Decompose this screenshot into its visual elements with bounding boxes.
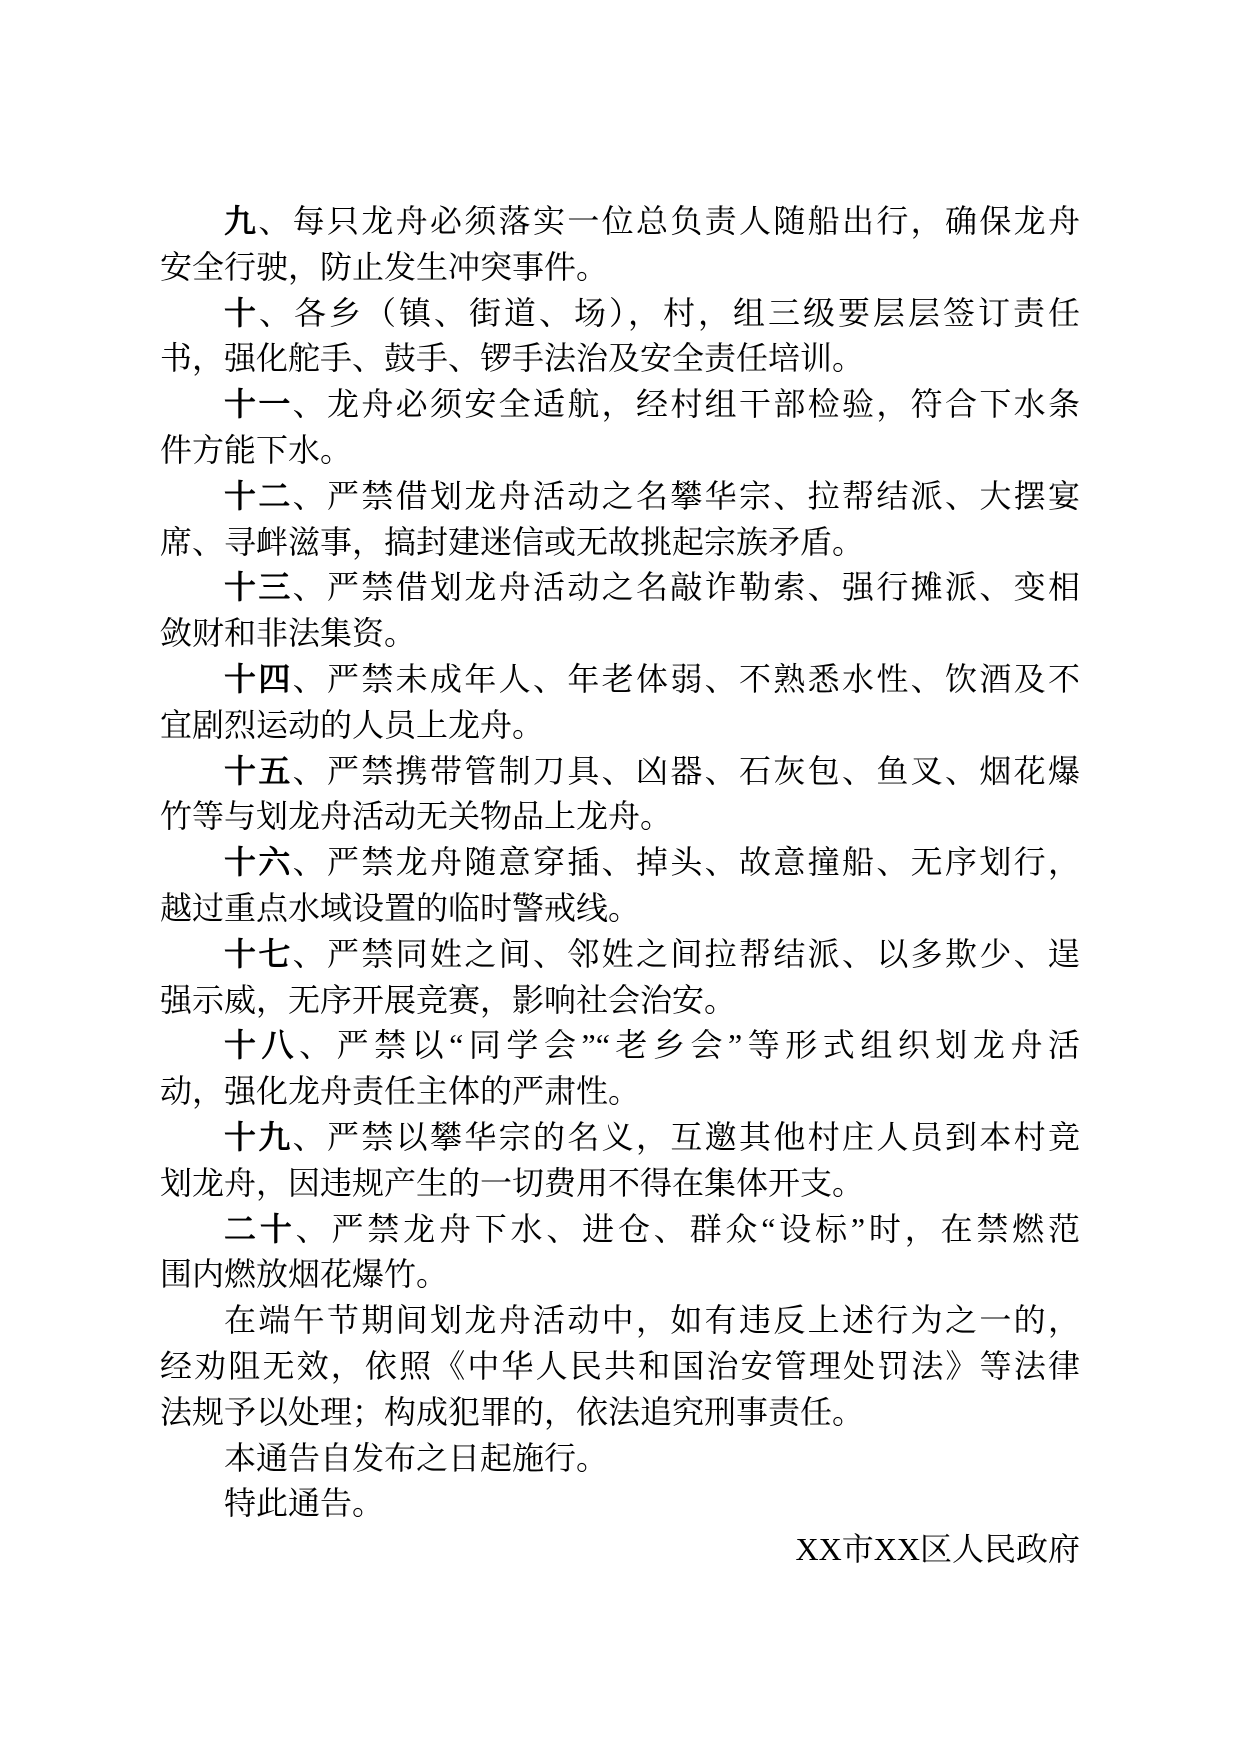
clause-text: 、严禁龙舟下水、进仓、群众“设标”时，在禁燃范: [295, 1210, 1080, 1247]
clause-continuation-line: 席、寻衅滋事，搞封建迷信或无故挑起宗族矛盾。: [160, 523, 865, 560]
clause-continuation-line: 越过重点水域设置的临时警戒线。: [160, 889, 641, 926]
clause-number: 十六: [224, 844, 293, 881]
clause-14: [160, 657, 1080, 749]
closing-paragraph: [160, 1298, 1080, 1435]
clause-number: 十五: [224, 752, 293, 789]
clause-text: 、龙舟必须安全适航，经村组干部检验，符合下水条: [292, 386, 1080, 423]
clause-number: 十一: [224, 386, 293, 423]
clause-number: 十九: [224, 1118, 293, 1155]
closing-line: 法规予以处理；构成犯罪的，依法追究刑事责任。: [160, 1393, 865, 1430]
clause-first-line: [160, 1207, 1080, 1253]
clause-text: 、每只龙舟必须落实一位总负责人随船出行，确保龙舟: [258, 203, 1080, 239]
clause-number: 九: [224, 203, 259, 239]
clause-number: 十七: [224, 935, 293, 972]
clause-16: [160, 840, 1080, 932]
clause-number: 十: [224, 294, 259, 331]
clause-first-line: [160, 565, 1080, 611]
clause-text: 、严禁同姓之间、邻姓之间拉帮结派、以多欺少、逞: [292, 935, 1080, 972]
closing-line: 经劝阻无效，依照《中华人民共和国治安管理处罚法》等法律: [160, 1347, 1080, 1384]
clause-continuation-line: 敛财和非法集资。: [160, 615, 417, 652]
clause-first-line: [160, 382, 1080, 428]
clause-20: [160, 1207, 1080, 1299]
clause-continuation-line: 竹等与划龙舟活动无关物品上龙舟。: [160, 798, 673, 835]
clause-number: 十八: [224, 1027, 300, 1064]
clause-text: 、严禁借划龙舟活动之名敲诈勒索、强行摊派、变相: [292, 569, 1080, 606]
clause-continuation-line: 书，强化舵手、鼓手、锣手法治及安全责任培训。: [160, 340, 865, 377]
clause-continuation-line: 件方能下水。: [160, 431, 353, 468]
clause-continuation-line: 动，强化龙舟责任主体的严肃性。: [160, 1073, 641, 1110]
clause-text: 、严禁以攀华宗的名义，互邀其他村庄人员到本村竞: [292, 1118, 1080, 1155]
clause-text: 、严禁携带管制刀具、凶器、石灰包、鱼叉、烟花爆: [292, 752, 1080, 789]
clause-continuation-line: 划龙舟，因违规产生的一切费用不得在集体开支。: [160, 1164, 865, 1201]
clause-19: [160, 1115, 1080, 1207]
notice-end-statement: 特此通告。: [224, 1485, 385, 1522]
clause-number: 二十: [224, 1210, 296, 1247]
clause-continuation-line: 强示威，无序开展竞赛，影响社会治安。: [160, 981, 737, 1018]
clause-text: 、严禁未成年人、年老体弱、不熟悉水性、饮酒及不: [292, 660, 1080, 697]
clause-first-line: [160, 1023, 1080, 1069]
clause-text: 、各乡（镇、街道、场），村，组三级要层层签订责任: [259, 294, 1080, 331]
clause-12: [160, 474, 1080, 566]
effective-date-statement: 本通告自发布之日起施行。: [224, 1439, 609, 1476]
clause-first-line: [160, 474, 1080, 520]
closing-line: 在端午节期间划龙舟活动中，如有违反上述行为之一的，: [224, 1302, 1080, 1339]
clause-11: [160, 382, 1080, 474]
clause-first-line: [160, 749, 1080, 795]
document-body: [160, 199, 1080, 1573]
clause-number: 十三: [224, 569, 293, 606]
issuer-signature: XX市XX区人民政府: [795, 1531, 1080, 1568]
clause-text: 、严禁借划龙舟活动之名攀华宗、拉帮结派、大摆宴: [292, 477, 1080, 514]
clause-first-line: [160, 1115, 1080, 1161]
clause-number: 十四: [224, 660, 293, 697]
clause-first-line: [160, 657, 1080, 703]
clause-continuation-line: 宜剧烈运动的人员上龙舟。: [160, 706, 545, 743]
clause-number: 十二: [224, 477, 293, 514]
clause-first-line: [160, 291, 1080, 337]
clause-18: [160, 1023, 1080, 1115]
clause-17: [160, 932, 1080, 1024]
clause-first-line: [160, 840, 1080, 886]
clause-10: [160, 291, 1080, 383]
clause-text: 、严禁以“同学会”“老乡会”等形式组织划龙舟活: [299, 1027, 1080, 1064]
clause-9: [160, 199, 1080, 291]
clause-continuation-line: 安全行驶，防止发生冲突事件。: [160, 248, 609, 285]
clause-continuation-line: 围内燃放烟花爆竹。: [160, 1256, 449, 1293]
clause-text: 、严禁龙舟随意穿插、掉头、故意撞船、无序划行，: [292, 844, 1080, 881]
clause-15: [160, 749, 1080, 841]
clause-13: [160, 565, 1080, 657]
clause-first-line: [160, 199, 1080, 245]
clause-first-line: [160, 932, 1080, 978]
